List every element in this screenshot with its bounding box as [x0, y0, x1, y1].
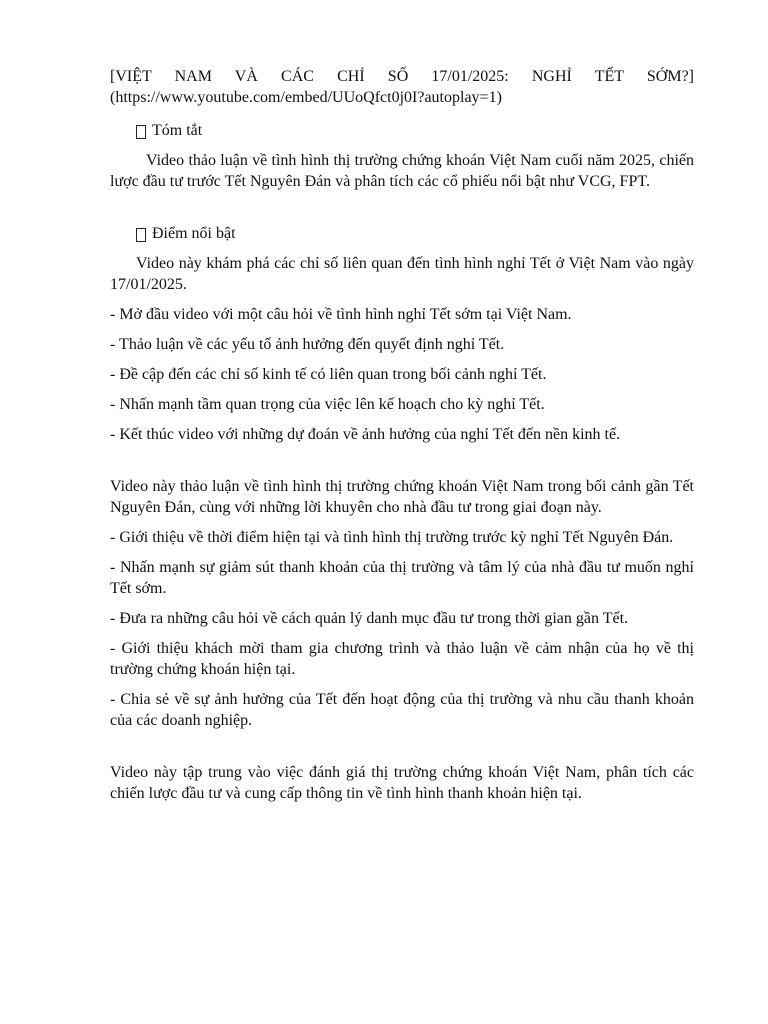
- highlights-intro: Video này khám phá các chỉ số liên quan đến tình hình nghỉ Tết ở Việt Nam vào ngày 17/01/2025.: [110, 255, 694, 293]
- list-item: - Giới thiệu khách mời tham gia chương trình và thảo luận về cảm nhận của họ về thị trường chứng khoán hiện tại.: [110, 640, 694, 678]
- video-url[interactable]: (https://www.youtube.com/embed/UUoQfct0j0I?autoplay=1): [110, 89, 502, 106]
- list-item: - Nhấn mạnh sự giảm sút thanh khoản của thị trường và tâm lý của nhà đầu tư muốn nghỉ Tết sớm.: [110, 559, 694, 597]
- video-title[interactable]: [110, 66, 694, 108]
- list-item: - Đưa ra những câu hỏi về cách quản lý danh mục đầu tư trong thời gian gần Tết.: [110, 610, 629, 627]
- highlights-heading: [136, 223, 694, 244]
- summary-heading: [136, 120, 694, 141]
- summary-text: Video thảo luận về tình hình thị trường chứng khoán Việt Nam cuối năm 2025, chiến lược đầu tư trước Tết Nguyên Đán và phân tích các cổ phiếu nổi bật như VCG, FPT.: [110, 152, 694, 190]
- box-icon: [136, 228, 146, 242]
- list-item: - Chia sẻ về sự ảnh hưởng của Tết đến hoạt động của thị trường và nhu cầu thanh khoản của các doanh nghiệp.: [110, 691, 694, 729]
- section3-intro: Video này tập trung vào việc đánh giá thị trường chứng khoán Việt Nam, phân tích các chiến lược đầu tư và cung cấp thông tin về tình hình thanh khoản hiện tại.: [110, 764, 694, 802]
- list-item: - Thảo luận về các yếu tố ảnh hưởng đến quyết định nghỉ Tết.: [110, 336, 505, 353]
- list-item: - Giới thiệu về thời điểm hiện tại và tình hình thị trường trước kỳ nghỉ Tết Nguyên Đán.: [110, 529, 674, 546]
- document-page: [110, 66, 694, 804]
- section2-intro: Video này thảo luận về tình hình thị trường chứng khoán Việt Nam trong bối cảnh gần Tết Nguyên Đán, cùng với những lời khuyên cho nhà đầu tư trong giai đoạn này.: [110, 478, 694, 516]
- list-item: - Nhấn mạnh tầm quan trọng của việc lên kế hoạch cho kỳ nghỉ Tết.: [110, 396, 545, 413]
- list-item: - Kết thúc video với những dự đoán về ảnh hưởng của nghỉ Tết đến nền kinh tế.: [110, 426, 621, 443]
- list-item: - Mở đầu video với một câu hỏi về tình hình nghỉ Tết sớm tại Việt Nam.: [110, 306, 572, 323]
- video-title-text: [VIỆT NAM VÀ CÁC CHỈ SỐ 17/01/2025: NGHỈ TẾT SỚM?]: [110, 68, 694, 85]
- summary-heading-text: Tóm tắt: [152, 122, 203, 139]
- box-icon: [136, 125, 146, 139]
- highlights-heading-text: Điểm nổi bật: [152, 225, 236, 242]
- list-item: - Đề cập đến các chỉ số kinh tế có liên quan trong bối cảnh nghỉ Tết.: [110, 366, 547, 383]
